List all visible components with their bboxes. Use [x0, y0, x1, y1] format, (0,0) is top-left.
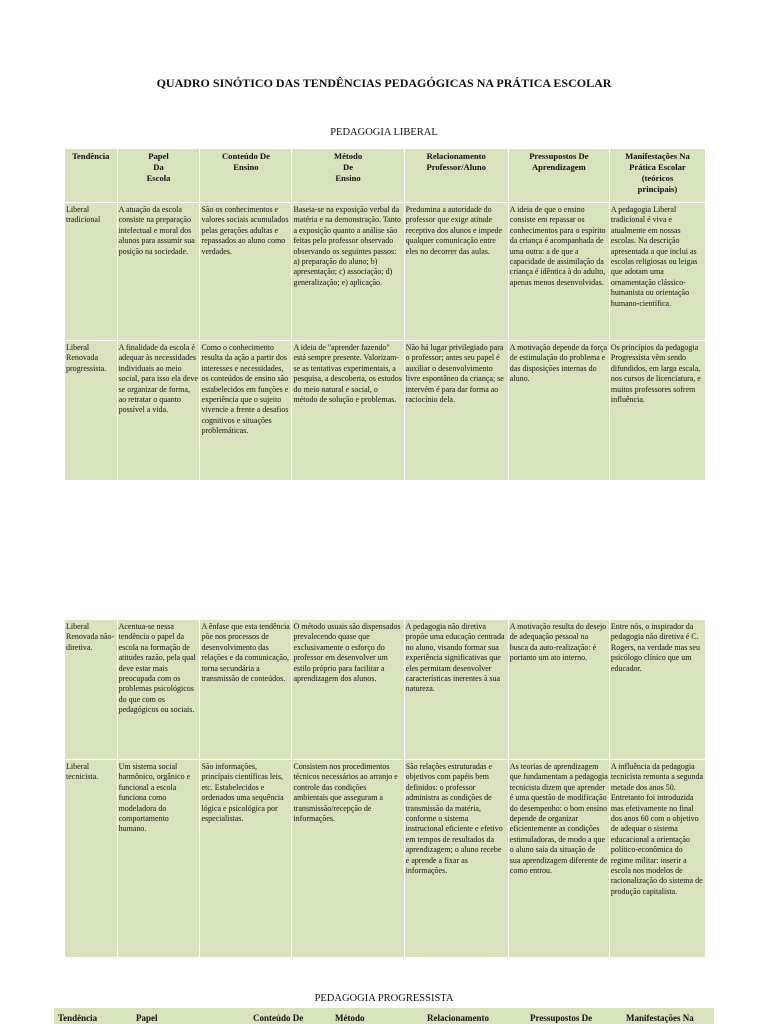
- table-cell: A finalidade da escola é adequar às necessidades individuais ao meio social, para isso ela deve se organizar de forma, ao retratar o quanto possível a vida.: [117, 341, 200, 481]
- header-metodo: Método: [335, 1013, 365, 1023]
- header-pressupostos: Pressupostos De Aprendizagem: [508, 149, 609, 203]
- table-cell: Os princípios da pedagogia Progressista vêm sendo difundidos, em larga escala, nos cursos de licenciatura, e muitos professores sofrem influência.: [609, 341, 705, 481]
- table-row: [65, 341, 706, 481]
- header-tendencia: Tendência: [58, 1013, 98, 1023]
- table-cell: São informações, princípais científicas leis, etc. Estabelecidos e ordenados uma sequência lógica e psicológica por especialistas.: [200, 760, 292, 958]
- table-header-row: [65, 149, 706, 203]
- table-cell: A motivação resulta do desejo de adequação pessoal na busca da auto-realização: é portanto um ato interno.: [508, 620, 609, 760]
- header-relacionamento: Relacionamento: [427, 1013, 489, 1023]
- table-progressista-header: [54, 1008, 714, 1024]
- table-cell: A pedagogia Liberal tradicional é viva e atualmente em nossas escolas. Na descrição apresentada a que inclui as escolas religiosas ou leigas que adotam uma ornamentação clássico-humanista ou orientação humano-científica.: [609, 203, 705, 341]
- header-papel: Papel: [136, 1013, 158, 1023]
- table-cell: Como o conhecimento resulta da ação a partir dos interesses e necessidades, os conteúdos de ensino são estabelecidos em funções e experiência que o sujeito vivencie a frente a desafios cognitivos e situações problemáticas.: [200, 341, 292, 481]
- table-cell: Predomina a autoridade do professor que exige atitude receptiva dos alunos e impede qualquer comunicação entre eles no decorrer das aulas.: [404, 203, 508, 341]
- table-cell: Consistem nos procedimentos técnicos necessários ao arranjo e controle das condições ambientais que asseguram a transmissão/recepção de informações.: [292, 760, 404, 958]
- table-cell: São os conhecimentos e valores sociais acumulados pelas gerações adultas e repassados ao aluno como verdades.: [200, 203, 292, 341]
- table-cell: Um sistema social harmônico, orgânico e funcional a escola funciona como modeladora do comportamento humano.: [117, 760, 200, 958]
- document-title: QUADRO SINÓTICO DAS TENDÊNCIAS PEDAGÓGICAS NA PRÁTICA ESCOLAR: [156, 76, 612, 90]
- section-title-progressista: PEDAGOGIA PROGRESSISTA: [314, 993, 454, 1004]
- header-conteudo: Conteúdo De: [253, 1013, 304, 1023]
- section-title-liberal: PEDAGOGIA LIBERAL: [330, 127, 438, 138]
- header-manifestacoes: Manifestações Na: [626, 1013, 694, 1023]
- table-cell: Liberal tradicional: [65, 203, 118, 341]
- table-cell: As teorias de aprendizagem que fundamentam a pedagogia tecnicista dizem que aprender é uma questão de modificação do desempenho: o bom ensino depende de organizar eficientemente as condições estimuladoras, de modo a que o aluno saia da situação de sua aprendizagem diferente de como entrou.: [508, 760, 609, 958]
- table-row: [65, 203, 706, 341]
- header-tendencia: Tendência: [65, 149, 118, 203]
- table-cell: Liberal tecnicista.: [65, 760, 118, 958]
- table-cell: Não há lugar privilegiado para o professor; antes seu papel é auxiliar o desenvolvimento livre espontâneo da criança; se intervém é para dar forma ao raciocínio dela.: [404, 341, 508, 481]
- table-cell: A ideia de "aprender fazendo" está sempre presente. Valorizam-se as tentativas experimentais, a pesquisa, a descoberta, os estudos do meio natural e social, o método de solução e problemas.: [292, 341, 404, 481]
- table-cell: O método usuais são dispensados prevalecendo quase que exclusivamente o esforço do professor em desenvolver um estilo próprio para facilitar a aprendizagem dos alunos.: [292, 620, 404, 760]
- header-relacionamento: Relacionamento Professor/Aluno: [404, 149, 508, 203]
- table-cell: Acentua-se nessa tendência o papel da escola na formação de atitudes razão, pela qual deve estar mais preocupada com os problemas psicológicos do que com os pedagógicos ou sociais.: [117, 620, 200, 760]
- table-row: [65, 620, 706, 760]
- header-conteudo: Conteúdo De Ensino: [200, 149, 292, 203]
- table-cell: A ideia de que o ensino consiste em repassar os conhecimentos para o espírito da criança é acompanhada de uma outra: a de que a capacidade de assimilação da criança é idêntica à do adulto, apenas menos desenvolvidas.: [508, 203, 609, 341]
- table-liberal-2: [64, 619, 706, 958]
- table-cell: Liberal Renovada progressista.: [65, 341, 118, 481]
- table-cell: A influência da pedagogia tecnicista remonta a segunda metade dos anos 50. Entretanto foi introduzida mas efetivamente no final dos anos 60 com o objetivo de adequar o sistema educacional a orientação político-econômica do regime militar: inserir a escola nos modelos de racionalização do sistema de produção capitalista.: [609, 760, 705, 958]
- table-cell: A atuação da escola consiste na preparação intelectual e moral dos alunos para assumir sua posição na sociedade.: [117, 203, 200, 341]
- table-cell: A ênfase que esta tendência põe nos processos de desenvolvimento das relações e da comunicação, torna secundária a transmissão de conteúdos.: [200, 620, 292, 760]
- table-liberal-1: [64, 148, 706, 481]
- table-cell: A pedagogia não diretiva propõe uma educação centrada no aluno, visando formar sua experiência significativas que eles permitam desenvolver características inerentes à sua natureza.: [404, 620, 508, 760]
- header-manifestacoes: Manifestações Na Prática Escolar (teóricos principais): [609, 149, 705, 203]
- header-pressupostos: Pressupostos De: [530, 1013, 593, 1023]
- table-cell: Liberal Renovada não-diretiva.: [65, 620, 118, 760]
- table-row: [65, 760, 706, 958]
- table-cell: São relações estruturadas e objetivos com papéis bem definidos: o professor administra as condições de transmissão da matéria, conforme o sistema instrucional eficiente e efetivo em tempos de resultados da aprendizagem; o aluno recebe e aprende a fixar as informações.: [404, 760, 508, 958]
- table-cell: A motivação depende da força de estimulação do problema e das disposições internas do aluno.: [508, 341, 609, 481]
- header-metodo: Método De Ensino: [292, 149, 404, 203]
- header-papel: Papel Da Escola: [117, 149, 200, 203]
- table-cell: Baseia-se na exposição verbal da matéria e na demonstração. Tanto a exposição quanto a análise são feitas pelo professor observado observando os seguintes passos: a) preparação do aluno; b) apresentação; c) associação; d) generalização; e) aplicação.: [292, 203, 404, 341]
- table-cell: Entre nós, o inspirador da pedagogia não diretiva é C. Rogers, na verdade mas seu psicólogo clínico que um educador.: [609, 620, 705, 760]
